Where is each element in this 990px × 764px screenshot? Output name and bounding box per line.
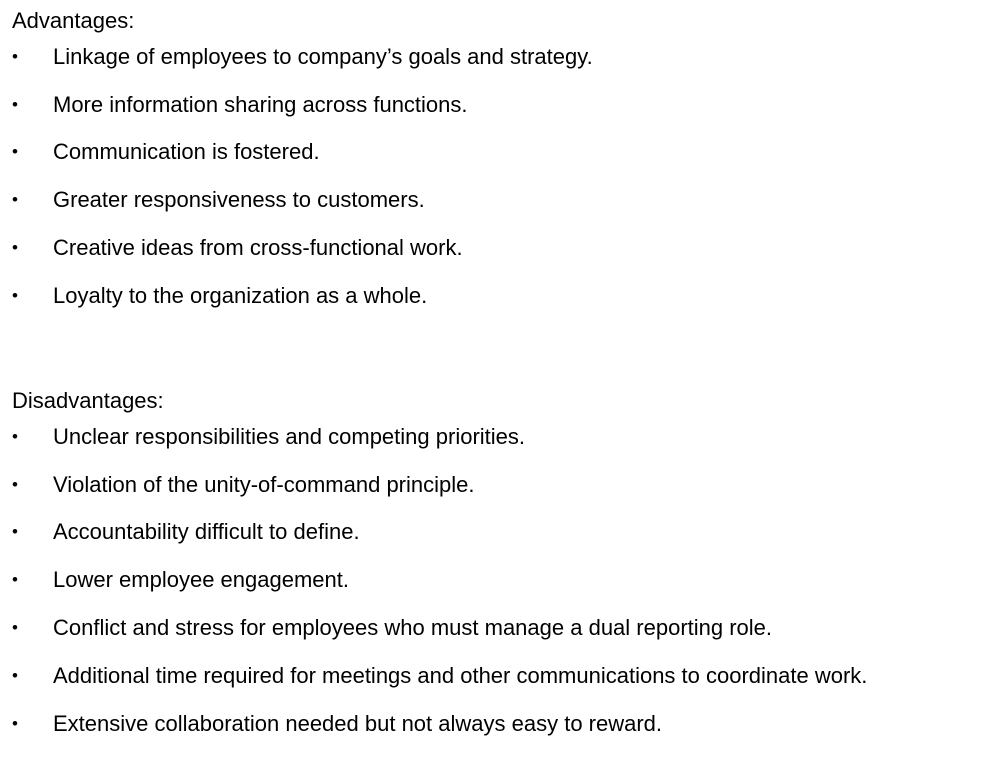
list-item (12, 81, 987, 129)
bullet-icon: • (12, 190, 18, 210)
disadvantage-text: Additional time required for meetings and other communications to coordinate work. (53, 662, 868, 688)
advantage-text: Creative ideas from cross-functional work. (53, 235, 463, 261)
advantage-text: Linkage of employees to company’s goals and strategy. (53, 43, 593, 69)
list-item (12, 413, 987, 461)
bullet-icon: • (12, 618, 18, 638)
bullet-icon: • (12, 285, 18, 305)
bullet-icon: • (12, 665, 18, 685)
disadvantages-list (12, 413, 987, 748)
list-item (12, 700, 987, 748)
bullet-icon: • (12, 94, 18, 114)
bullet-icon: • (12, 238, 18, 258)
disadvantage-text: Conflict and stress for employees who must manage a dual reporting role. (53, 615, 773, 641)
list-item (12, 224, 987, 272)
bullet-icon: • (12, 426, 18, 446)
bullet-icon: • (12, 570, 18, 590)
list-item (12, 604, 987, 652)
list-item (12, 272, 987, 320)
bullet-icon: • (12, 474, 18, 494)
advantages-list (12, 33, 987, 320)
list-item (12, 556, 987, 604)
disadvantages-heading: Disadvantages: (12, 388, 164, 413)
list-item (12, 652, 987, 700)
disadvantage-text: Unclear responsibilities and competing priorities. (53, 423, 526, 449)
disadvantage-text: Lower employee engagement. (53, 567, 349, 593)
disadvantage-text: Accountability difficult to define. (53, 519, 360, 545)
advantage-text: More information sharing across functions. (53, 91, 468, 117)
advantage-text: Communication is fostered. (53, 139, 320, 165)
disadvantages-section (12, 389, 987, 748)
list-item (12, 461, 987, 509)
bullet-icon: • (12, 142, 18, 162)
list-item (12, 176, 987, 224)
disadvantage-text: Extensive collaboration needed but not always easy to reward. (53, 710, 663, 736)
list-item (12, 509, 987, 557)
advantage-text: Greater responsiveness to customers. (53, 187, 425, 213)
disadvantage-text: Violation of the unity-of-command principle. (53, 471, 475, 497)
advantages-heading: Advantages: (12, 8, 135, 33)
bullet-icon: • (12, 46, 18, 66)
bullet-icon: • (12, 713, 18, 733)
bullet-icon: • (12, 522, 18, 542)
advantage-text: Loyalty to the organization as a whole. (53, 282, 428, 308)
list-item (12, 33, 987, 81)
list-item (12, 129, 987, 177)
advantages-section (12, 0, 987, 320)
